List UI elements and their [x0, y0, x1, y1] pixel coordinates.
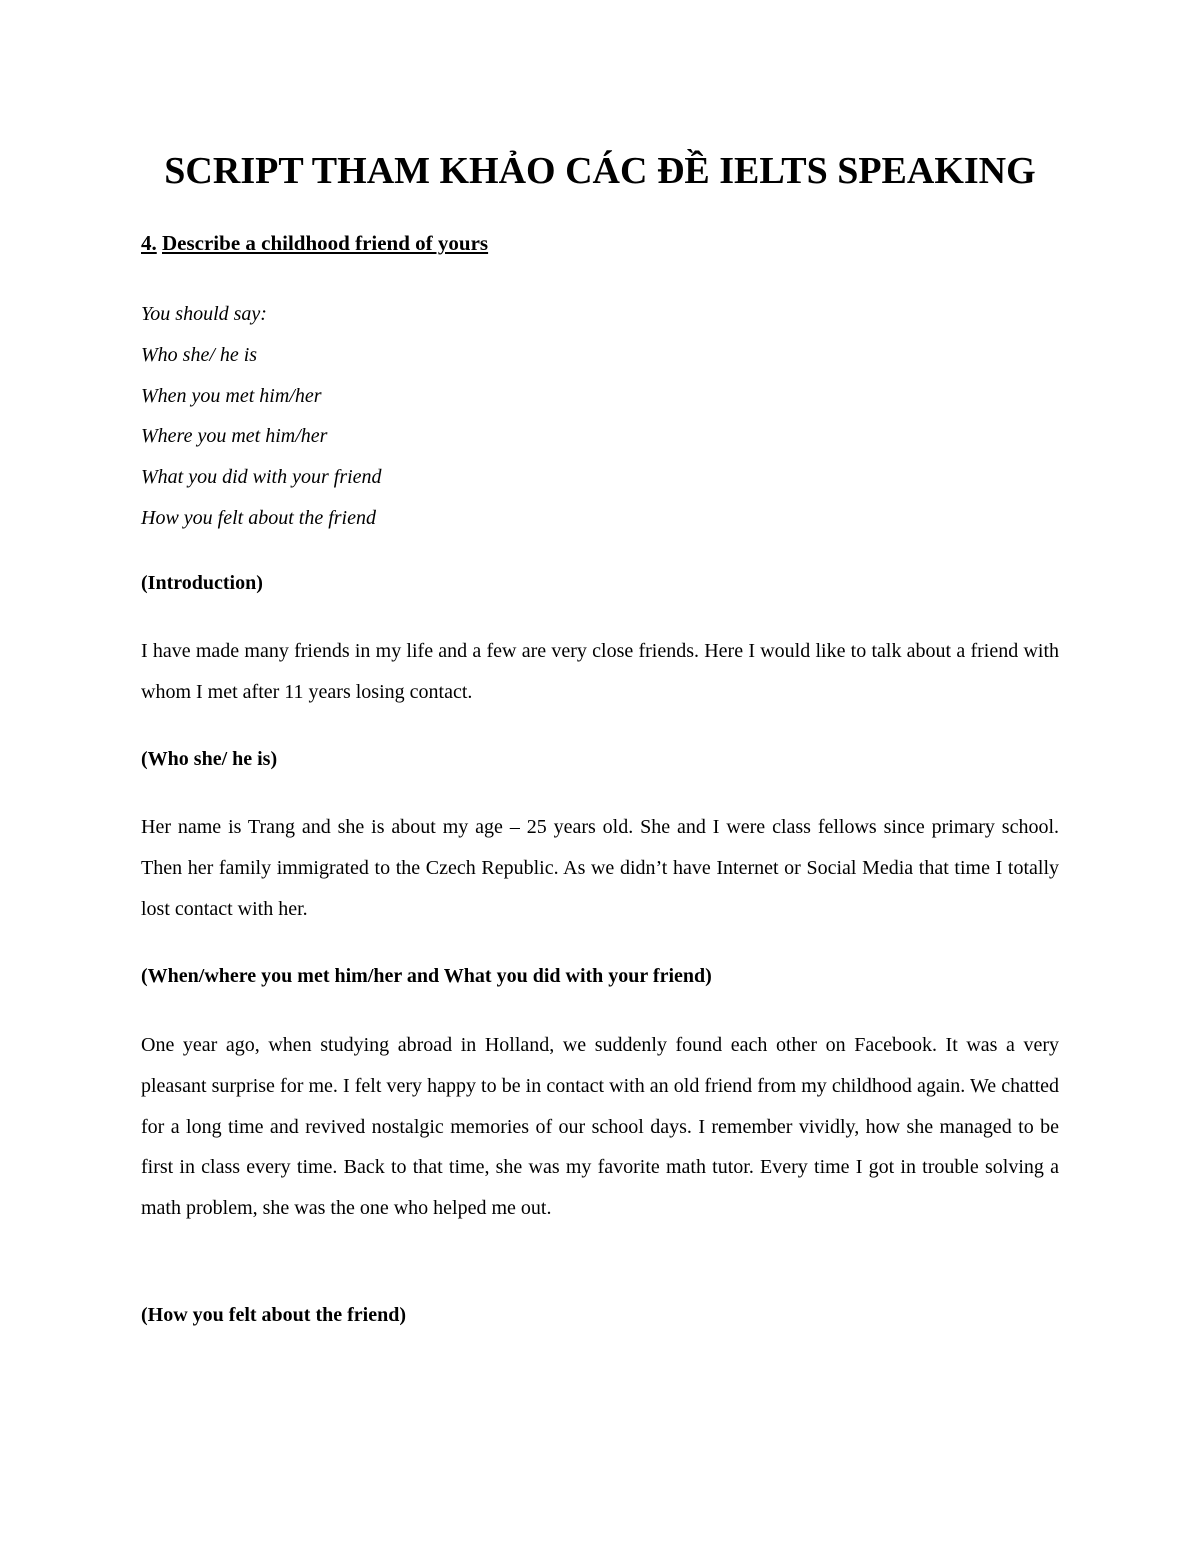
- prompt-item: How you felt about the friend: [141, 506, 376, 529]
- document-title: SCRIPT THAM KHẢO CÁC ĐỀ IELTS SPEAKING: [164, 150, 1036, 192]
- cue-card-prompts: [141, 294, 382, 539]
- section-heading-feelings: (How you felt about the friend): [141, 1304, 406, 1326]
- question-number: 4.: [141, 231, 157, 255]
- section-heading-who: (Who she/ he is): [141, 748, 278, 770]
- section-heading-introduction: (Introduction): [141, 572, 263, 594]
- paragraph-introduction: I have made many friends in my life and a few are very close friends. Here I would like to talk about a friend with whom I met after 11 years losing contact.: [141, 640, 1059, 703]
- prompt-item: Who she/ he is: [141, 343, 258, 366]
- prompt-item: When you met him/her: [141, 384, 322, 407]
- prompt-item: Where you met him/her: [141, 425, 328, 448]
- question-text: Describe a childhood friend of yours: [162, 231, 489, 255]
- prompt-item: What you did with your friend: [141, 466, 382, 489]
- prompt-intro: You should say:: [141, 303, 267, 325]
- paragraph-who: Her name is Trang and she is about my age – 25 years old. She and I were class fellows since primary school. Then her family immigrated to the Czech Republic. As we didn’t have Internet or Social Media that time I totally lost contact with her.: [141, 816, 1059, 920]
- section-heading-when-where: (When/where you met him/her and What you did with your friend): [141, 965, 712, 987]
- paragraph-when-where: One year ago, when studying abroad in Holland, we suddenly found each other on Facebook. It was a very pleasant surprise for me. I felt very happy to be in contact with an old friend from my childhood again. We chatted for a long time and revived nostalgic memories of our school days. I remember vividly, how she managed to be first in class every time. Back to that time, she was my favorite math tutor. Every time I got in trouble solving a math problem, she was the one who helped me out.: [141, 1034, 1059, 1220]
- question-heading: [141, 227, 488, 259]
